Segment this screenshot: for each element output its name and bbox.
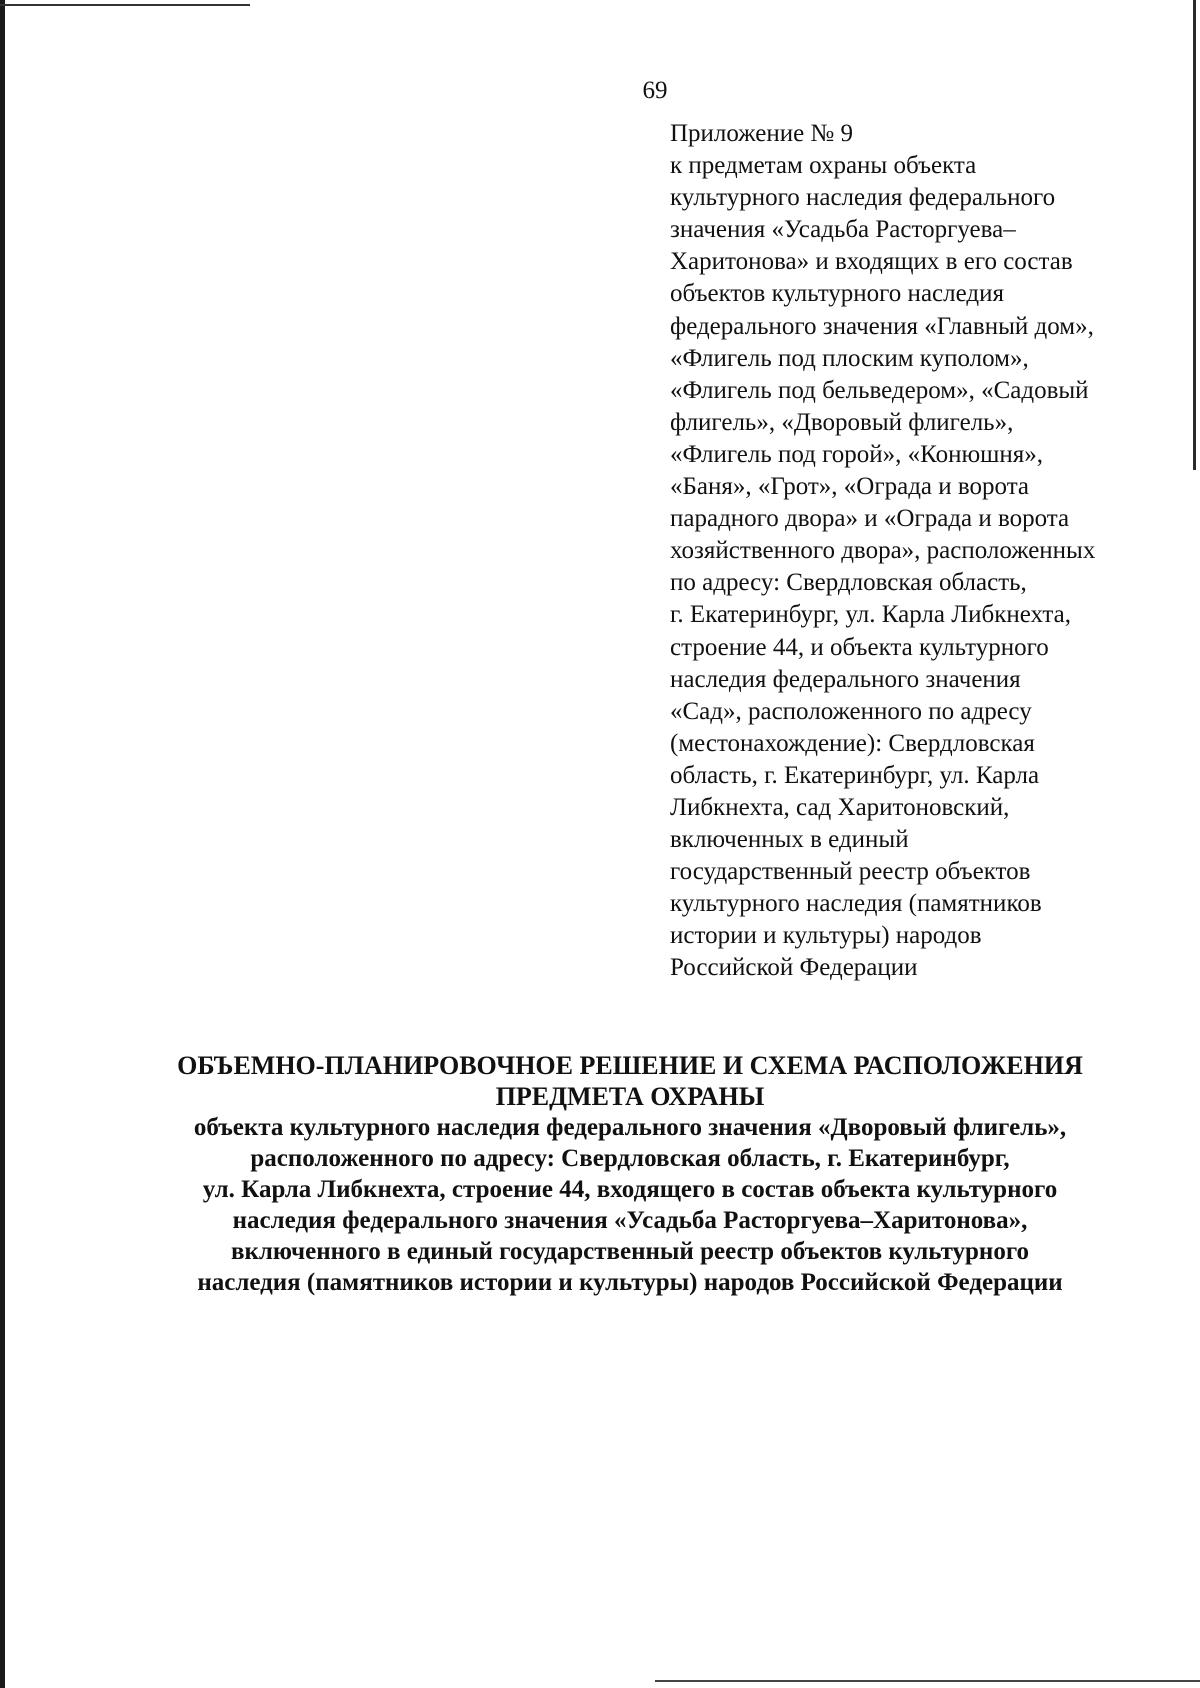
appendix-line: «Сад», расположенного по адресу [670, 697, 1032, 725]
appendix-line: г. Екатеринбург, ул. Карла Либкнехта, [670, 601, 1072, 629]
appendix-line: (местонахождение): Свердловская [670, 729, 1035, 757]
scan-border-left [0, 0, 5, 1688]
scan-border-top [0, 4, 250, 6]
appendix-note [670, 118, 1170, 985]
appendix-line: федерального значения «Главный дом», [670, 312, 1094, 340]
heading-subtitle-line: включенного в единый государственный реестр объектов культурного [230, 1238, 1030, 1265]
appendix-line: включенных в единый [670, 826, 909, 854]
heading-subtitle-line: наследия (памятников истории и культуры) народов Российской Федерации [197, 1269, 1063, 1296]
appendix-line: область, г. Екатеринбург, ул. Карла [670, 761, 1040, 789]
scan-border-bottom [655, 1680, 1200, 1682]
heading-subtitle-line: расположенного по адресу: Свердловская область, г. Екатеринбург, [250, 1145, 1010, 1172]
document-heading [130, 1050, 1130, 1298]
appendix-line: «Флигель под бельведером», «Садовый [670, 376, 1089, 404]
heading-subtitle-line: объекта культурного наследия федерального значения «Дворовый флигель», [193, 1114, 1067, 1141]
appendix-line: наследия федерального значения [670, 665, 1021, 693]
appendix-line: парадного двора» и «Ограда и ворота [670, 505, 1070, 533]
appendix-line: «Флигель под плоским куполом», [670, 344, 1029, 372]
appendix-line: государственный реестр объектов [670, 858, 1031, 886]
appendix-line: культурного наследия федерального [670, 184, 1056, 212]
scan-border-right [1193, 0, 1196, 470]
page-number: 69 [642, 77, 668, 104]
appendix-line: Российской Федерации [670, 954, 918, 982]
appendix-line: «Флигель под горой», «Конюшня», [670, 440, 1044, 468]
appendix-line: Харитонова» и входящих в его состав [670, 248, 1073, 276]
heading-title-line: ОБЪЕМНО-ПЛАНИРОВОЧНОЕ РЕШЕНИЕ И СХЕМА РАСПОЛОЖЕНИЯ [177, 1051, 1083, 1080]
heading-subtitle-line: ул. Карла Либкнехта, строение 44, входящего в состав объекта культурного [202, 1176, 1058, 1203]
appendix-line: флигель», «Дворовый флигель», [670, 408, 1014, 436]
appendix-line: по адресу: Свердловская область, [670, 569, 1027, 597]
appendix-line: хозяйственного двора», расположенных [670, 537, 1096, 565]
appendix-line: объектов культурного наследия [670, 280, 1004, 308]
heading-subtitle-line: наследия федерального значения «Усадьба Расторгуева–Харитонова», [232, 1207, 1028, 1234]
appendix-line: культурного наследия (памятников [670, 890, 1042, 918]
appendix-line: строение 44, и объекта культурного [670, 633, 1049, 661]
appendix-line: Либкнехта, сад Харитоновский, [670, 793, 1010, 821]
appendix-line: значения «Усадьба Расторгуева– [670, 216, 1016, 244]
heading-title-line: ПРЕДМЕТА ОХРАНЫ [495, 1082, 765, 1111]
appendix-line: истории и культуры) народов [670, 922, 982, 950]
appendix-line: «Баня», «Грот», «Ограда и ворота [670, 473, 1030, 501]
appendix-line: Приложение № 9 [670, 120, 854, 147]
appendix-line: к предметам охраны объекта [670, 152, 977, 180]
